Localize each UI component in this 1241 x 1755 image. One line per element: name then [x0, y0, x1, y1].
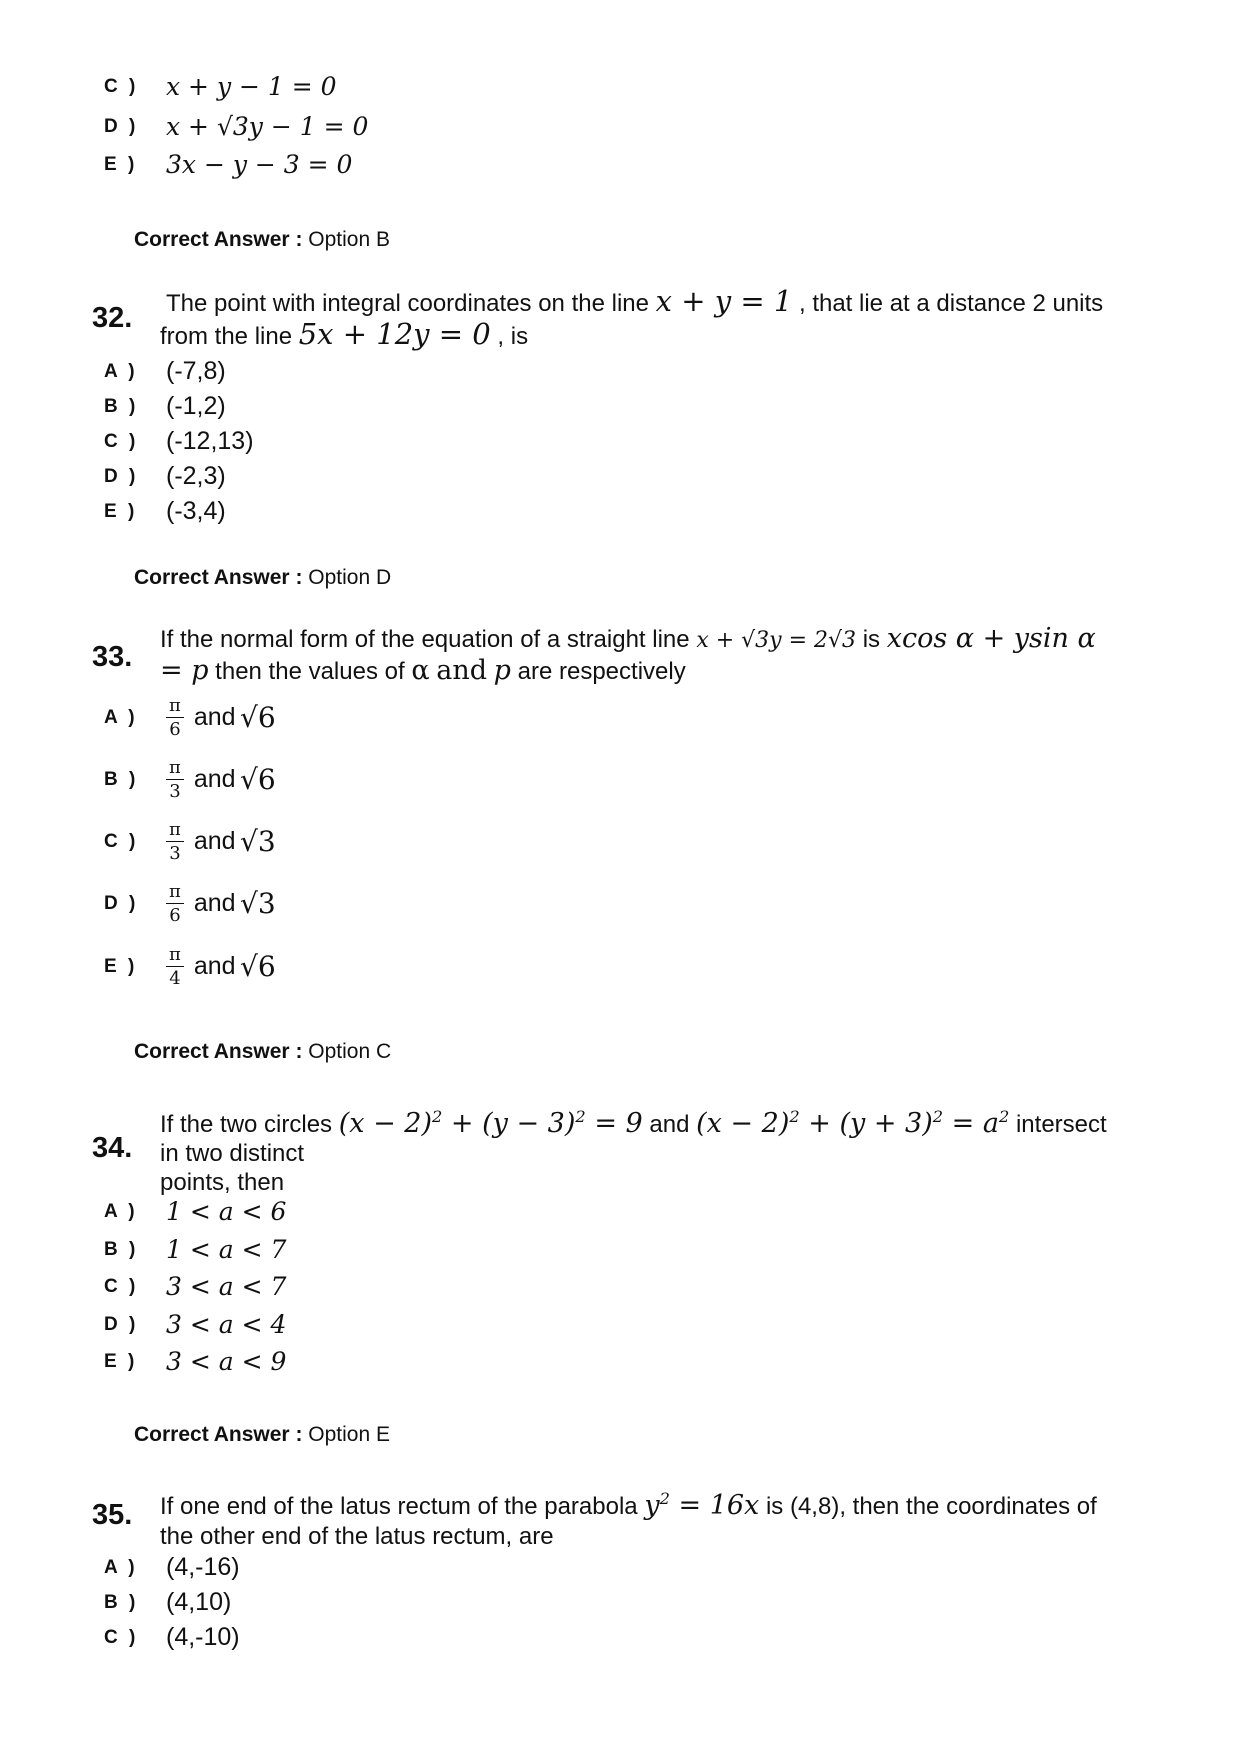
and-word: and: [193, 952, 236, 980]
q35-question-text: [160, 1484, 1150, 1552]
option-value: (4,-10): [166, 1623, 240, 1651]
option-label: B ): [104, 768, 139, 790]
q33-text-4: are respectively: [517, 658, 686, 685]
correct-answer-label: Correct Answer :: [134, 566, 303, 589]
option-label: A ): [104, 360, 138, 382]
q33-question-text: [160, 624, 1150, 687]
exponent: 2: [932, 1107, 944, 1126]
option-label: B ): [104, 1238, 139, 1260]
option-value: 1 < a < 6: [166, 1197, 287, 1226]
option-value: x + y − 1 = 0: [166, 72, 337, 101]
q33-math-3: = p: [160, 655, 209, 686]
q32-option-e: [104, 497, 226, 526]
option-value: 1 < a < 7: [166, 1235, 287, 1264]
root-value: √6: [240, 950, 276, 983]
q34-correct-answer: [134, 1423, 390, 1447]
root-value: √6: [240, 763, 276, 796]
q35-math-1: [644, 1490, 759, 1521]
and-word: and: [193, 889, 236, 917]
option-label: C ): [104, 830, 139, 852]
option-label: E ): [104, 955, 138, 977]
option-label: A ): [104, 1200, 138, 1222]
q33-text-2: is: [862, 626, 881, 653]
fraction-numerator: π: [166, 820, 184, 842]
q33-text-1: If the normal form of the equation of a straight line: [160, 626, 690, 653]
option-value: (-1,2): [166, 392, 226, 420]
q34-option-e: [104, 1347, 286, 1376]
q34-option-a: [104, 1197, 286, 1226]
option-label: D ): [104, 115, 139, 137]
q33-option-a: [104, 696, 276, 739]
pi-fraction: [166, 758, 184, 801]
option-value: (-12,13): [166, 427, 254, 455]
option-value: (-3,4): [166, 497, 226, 525]
option-label: D ): [104, 892, 139, 914]
option-label: A ): [104, 706, 138, 728]
fraction-denominator: 3: [169, 781, 181, 802]
exponent: 2: [575, 1107, 586, 1126]
correct-answer-value: Option B: [308, 228, 390, 251]
q35-option-a: [104, 1553, 240, 1582]
and-word: and: [193, 703, 236, 731]
exponent: 2: [789, 1107, 800, 1126]
eq-part: + (y − 3): [450, 1108, 576, 1139]
eq-part: = a: [951, 1108, 999, 1139]
exponent: 2: [659, 1489, 670, 1508]
eq-part: (x − 2): [338, 1108, 432, 1139]
q32-option-c: [104, 427, 254, 456]
pi-fraction: [166, 820, 184, 863]
option-label: B ): [104, 1591, 139, 1613]
eq-part: (x − 2): [696, 1108, 790, 1139]
eq-part: y: [644, 1490, 660, 1521]
q35-option-c: [104, 1623, 240, 1652]
q33-option-b: [104, 758, 276, 801]
pi-fraction: [166, 696, 184, 739]
fraction-numerator: π: [166, 696, 184, 718]
q33-number: 33.: [92, 641, 133, 673]
q34-text-5: points, then: [160, 1169, 285, 1196]
fraction-denominator: 3: [169, 843, 181, 864]
fraction-numerator: π: [166, 758, 184, 780]
eq-part: = 16x: [678, 1490, 760, 1521]
q33-math-4: α: [411, 655, 430, 686]
q32-math-2: 5x + 12y = 0: [298, 317, 491, 351]
and-word: and: [193, 827, 236, 855]
eq-part: + (y + 3): [808, 1108, 933, 1139]
option-label: E ): [104, 153, 138, 175]
option-value: 3 < a < 7: [166, 1272, 287, 1301]
q34-text-3: intersect: [1015, 1111, 1107, 1138]
q35-number: 35.: [92, 1499, 133, 1531]
option-label: C ): [104, 75, 139, 97]
q34-number: 34.: [92, 1132, 133, 1164]
q32-number: 32.: [92, 302, 133, 334]
q33-math-2: xcos α + ysin α: [886, 623, 1096, 654]
fraction-numerator: π: [166, 945, 184, 967]
correct-answer-label: Correct Answer :: [134, 228, 303, 251]
q32-text-3: from the line: [160, 323, 293, 350]
option-value: (-2,3): [166, 462, 226, 490]
q34-eq2: [696, 1108, 1009, 1139]
q33-option-d: [104, 882, 276, 925]
q34-option-d: [104, 1310, 286, 1339]
q35-text-2: is (4,8), then the coordinates of: [765, 1493, 1097, 1520]
root-value: √3: [240, 825, 276, 858]
q34-text-2: and: [649, 1111, 690, 1138]
fraction-denominator: 6: [169, 719, 181, 740]
q35-text-3: the other end of the latus rectum, are: [160, 1523, 554, 1550]
option-label: D ): [104, 465, 139, 487]
option-value: 3x − y − 3 = 0: [166, 150, 353, 179]
q31-option-d: [104, 112, 368, 141]
and-word: and: [193, 765, 236, 793]
q33-math-5: and: [436, 655, 487, 686]
q33-option-c: [104, 820, 276, 863]
q31-option-e: [104, 150, 352, 179]
q33-correct-answer: [134, 1040, 391, 1064]
q33-text-3: then the values of: [215, 658, 405, 685]
option-value: (4,10): [166, 1588, 232, 1616]
option-label: A ): [104, 1556, 138, 1578]
fraction-numerator: π: [166, 882, 184, 904]
correct-answer-value: Option E: [308, 1423, 390, 1446]
q32-text-1: The point with integral coordinates on the line: [166, 290, 649, 317]
option-value: (4,-16): [166, 1553, 240, 1581]
correct-answer-value: Option C: [308, 1040, 392, 1063]
q34-eq1: [339, 1108, 643, 1139]
root-value: √3: [240, 887, 276, 920]
option-label: C ): [104, 430, 139, 452]
option-label: C ): [104, 1626, 139, 1648]
correct-answer-label: Correct Answer :: [134, 1040, 303, 1063]
q33-math-1: x + √3y = 2√3: [696, 628, 857, 653]
q34-text-1: If the two circles: [160, 1111, 333, 1138]
q32-option-d: [104, 462, 226, 491]
root-value: √6: [240, 701, 276, 734]
q34-option-b: [104, 1235, 286, 1264]
q33-math-6: p: [493, 655, 511, 686]
q32-text-2: , that lie at a distance 2 units: [798, 290, 1104, 317]
q35-text-1: If one end of the latus rectum of the parabola: [160, 1493, 638, 1520]
fraction-denominator: 4: [169, 968, 181, 989]
eq-part: = 9: [594, 1108, 643, 1139]
exponent: 2: [998, 1107, 1010, 1126]
option-label: D ): [104, 1313, 139, 1335]
q32-correct-answer: [134, 566, 391, 590]
q32-question-text: [160, 286, 1150, 352]
q34-option-c: [104, 1272, 286, 1301]
q35-option-b: [104, 1588, 231, 1617]
q31-option-c: [104, 72, 337, 101]
q34-text-4: in two distinct: [160, 1140, 305, 1167]
option-value: 3 < a < 9: [166, 1347, 287, 1376]
option-value: (-7,8): [166, 357, 226, 385]
option-value: x + √3y − 1 = 0: [166, 112, 369, 141]
q32-math-1: x + y = 1: [655, 284, 793, 318]
q31-correct-answer: [134, 228, 390, 252]
pi-fraction: [166, 945, 184, 988]
q32-option-a: [104, 357, 226, 386]
option-label: C ): [104, 1275, 139, 1297]
pi-fraction: [166, 882, 184, 925]
q32-text-4: , is: [497, 323, 529, 350]
correct-answer-label: Correct Answer :: [134, 1423, 303, 1446]
q32-option-b: [104, 392, 226, 421]
correct-answer-value: Option D: [308, 566, 392, 589]
option-label: E ): [104, 500, 138, 522]
q34-question-text: [160, 1102, 1150, 1197]
option-label: B ): [104, 395, 139, 417]
option-label: E ): [104, 1350, 138, 1372]
q33-option-e: [104, 945, 276, 988]
fraction-denominator: 6: [169, 905, 181, 926]
exponent: 2: [432, 1107, 443, 1126]
option-value: 3 < a < 4: [166, 1310, 287, 1339]
